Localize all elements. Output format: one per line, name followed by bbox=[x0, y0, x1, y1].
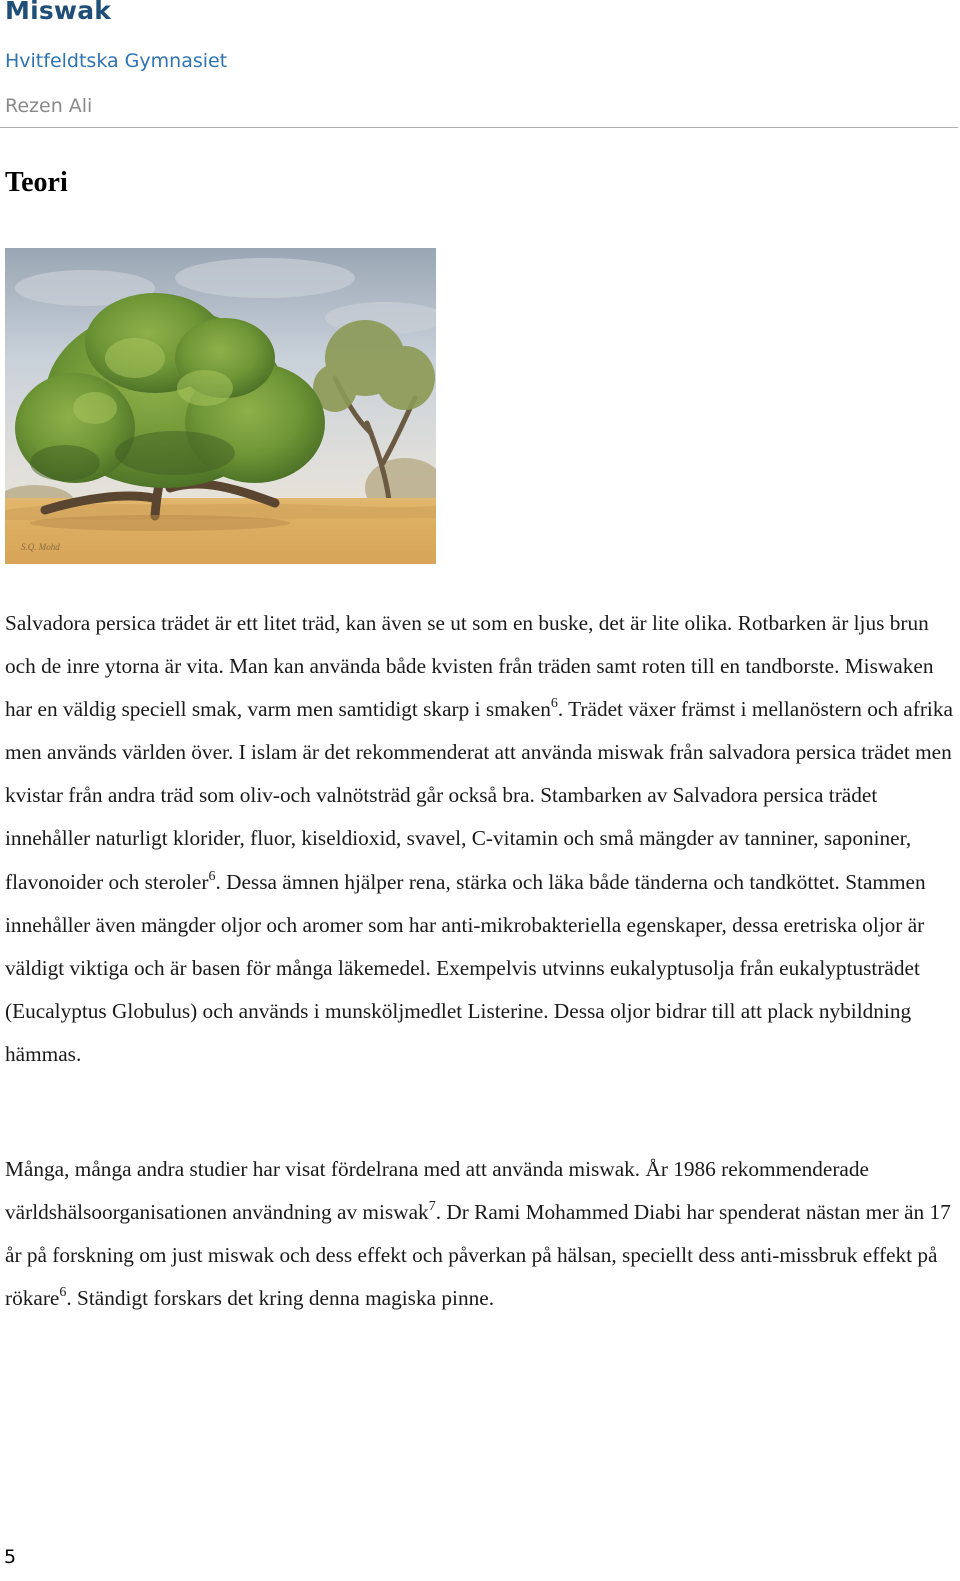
photo-watermark: S.Q. Mohd bbox=[21, 542, 60, 552]
footnote-ref: 6 bbox=[208, 868, 216, 884]
text-run: . Dr Rami Mohammed Diabi har spenderat nästan mer än 17 år på forskning om just miswak och dess effekt och påverkan på hälsan, speciellt dess anti-missbruk effekt på rökare bbox=[5, 1200, 951, 1311]
paragraph-1 bbox=[5, 602, 955, 1076]
document-title: Miswak bbox=[5, 0, 112, 25]
text-run: . Dessa ämnen hjälper rena, stärka och läka både tänderna och tandköttet. Stammen innehåller även mängder oljor och aromer som har anti-mikrobakteriella egenskaper, dessa eretriska oljor är väldigt viktiga och är basen för många läkemedel. Exempelvis utvinns eukalyptusolja från eukalyptusträdet (Eucalyptus Globulus) och används i munsköljmedlet Listerine. Dessa oljor bidrar till att plack nybildning hämmas. bbox=[5, 869, 926, 1066]
footnote-ref: 7 bbox=[428, 1199, 436, 1215]
author-name: Rezen Ali bbox=[5, 95, 93, 117]
text-run: . Trädet växer främst i mellanöstern och afrika men används världen över. I islam är det rekommenderat att använda miswak från salvadora persica trädet men kvistar från andra träd som oliv-och valnötsträd går också bra. Stambarken av Salvadora persica trädet innehåller naturligt klorider, fluor, kiseldioxid, svavel, C-vitamin och små mängder av tanniner, saponiner, flavonoider och steroler bbox=[5, 697, 953, 894]
school-name: Hvitfeldtska Gymnasiet bbox=[5, 50, 228, 72]
text-run: . Ständigt forskars det kring denna magiska pinne. bbox=[66, 1286, 495, 1311]
tree-photo bbox=[5, 248, 436, 564]
page-number: 5 bbox=[4, 1546, 17, 1568]
header-divider bbox=[0, 127, 958, 128]
footnote-ref: 6 bbox=[59, 1285, 67, 1301]
text-run: Salvadora persica trädet är ett litet träd, kan även se ut som en buske, det är lite olika. Rotbarken är ljus brun och de inre ytorna är vita. Man kan använda både kvisten från träden samt roten till en tandborste. Miswaken har en väldig speciell smak, varm men samtidigt skarp i smaken bbox=[5, 611, 934, 722]
section-heading: Teori bbox=[5, 167, 68, 198]
paragraph-2 bbox=[5, 1148, 955, 1320]
footnote-ref: 6 bbox=[550, 696, 558, 712]
text-run: Många, många andra studier har visat fördelrana med att använda miswak. År 1986 rekommenderade världshälsoorganisationen användning av miswak bbox=[5, 1157, 869, 1225]
